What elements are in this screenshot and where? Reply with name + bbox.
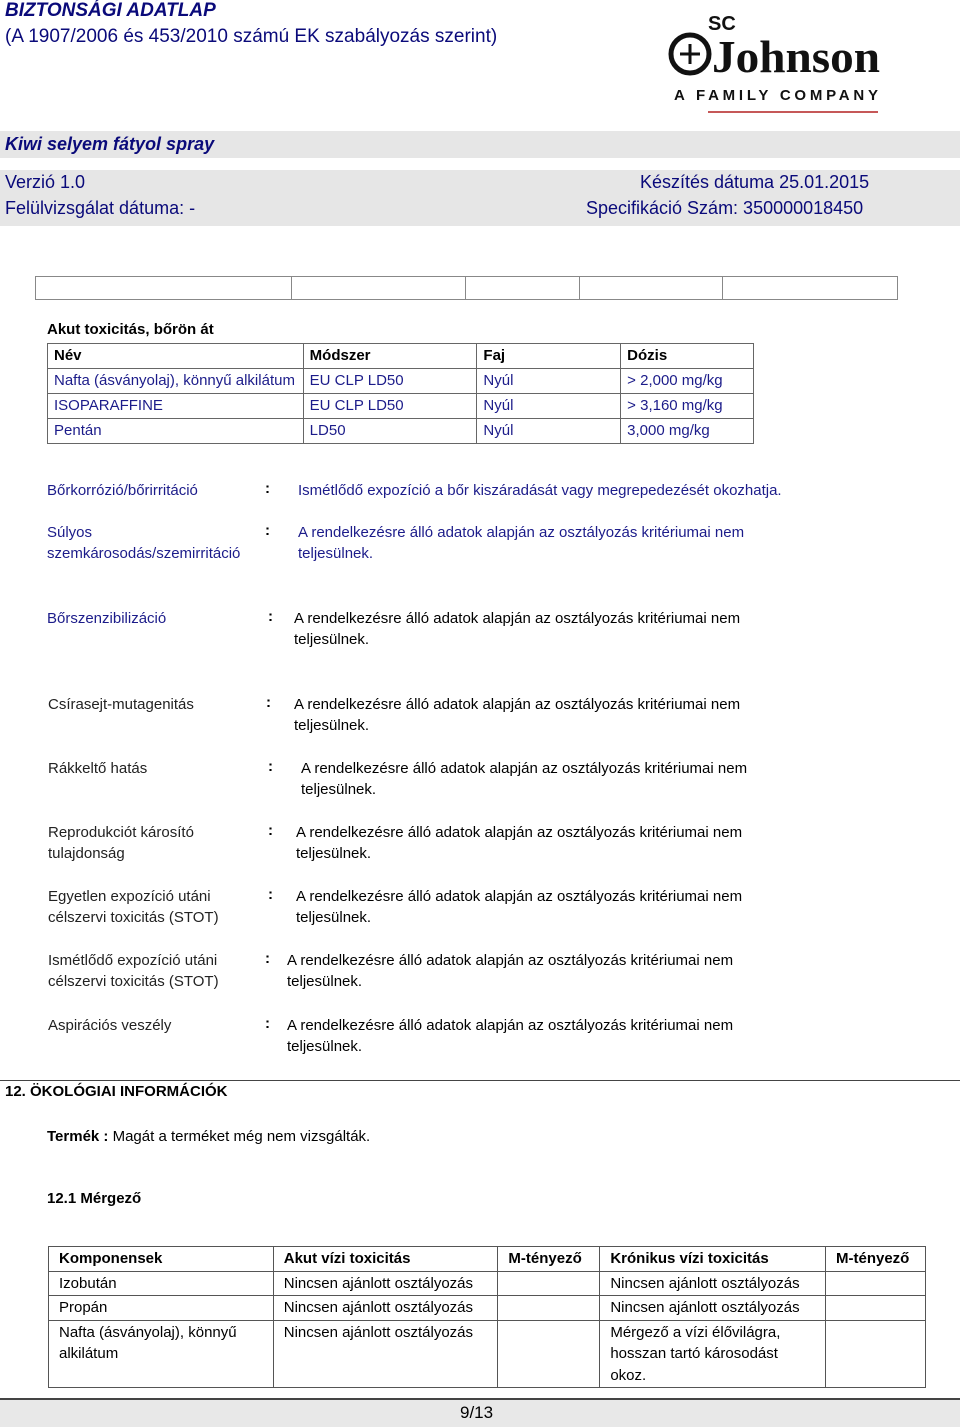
subsection-toxicity-title: 12.1 Mérgező (47, 1190, 142, 1207)
logo-sc: SC (708, 13, 736, 35)
property-value: A rendelkezésre álló adatok alapján az osztályozás kritériumai nem teljesülnek. (294, 696, 741, 734)
property-label: Bőrkorrózió/bőrirritáció (47, 482, 198, 499)
table-cell: Nafta (ásványolaj), könnyű alkilátum (48, 369, 304, 394)
table-cell: Nyúl (477, 419, 621, 444)
column-header: Krónikus vízi toxicitás (600, 1247, 826, 1272)
page-number: 9/13 (460, 1403, 494, 1422)
property-label: Súlyos szemkárosodás/szemirritáció (47, 524, 241, 562)
table-cell: LD50 (303, 419, 477, 444)
property-colon: : (265, 522, 270, 539)
table-header-row (49, 1247, 926, 1272)
column-header: Faj (477, 344, 621, 369)
property-colon: : (265, 950, 270, 967)
section-divider (0, 1080, 960, 1081)
empty-cell (291, 277, 466, 300)
property-value: Ismétlődő expozíció a bőr kiszáradását vagy megrepedezését okozhatja. (298, 482, 782, 499)
version: Verzió 1.0 (5, 172, 86, 192)
property-label: Bőrszenzibilizáció (47, 610, 167, 627)
property-value: A rendelkezésre álló adatok alapján az osztályozás kritériumai nem teljesülnek. (287, 952, 734, 990)
table-cell: Izobután (49, 1271, 274, 1296)
table-cell: EU CLP LD50 (303, 394, 477, 419)
table-cell (498, 1296, 600, 1321)
table-cell: Mérgező a vízi élővilágra, hosszan tartó károsodást okoz. (600, 1320, 826, 1388)
table-row (49, 1320, 926, 1388)
table-row (49, 1296, 926, 1321)
table-cell (826, 1296, 926, 1321)
table-row (49, 1271, 926, 1296)
empty-header-table (35, 276, 898, 300)
property-colon: : (268, 608, 273, 625)
property-value: A rendelkezésre álló adatok alapján az osztályozás kritériumai nem teljesülnek. (298, 524, 745, 562)
table-cell: Propán (49, 1296, 274, 1321)
property-colon: : (265, 1015, 270, 1032)
table-cell: Nincsen ajánlott osztályozás (273, 1320, 498, 1388)
logo-tagline: A FAMILY COMPANY (674, 87, 878, 104)
column-header: M-tényező (498, 1247, 600, 1272)
property-label: Ismétlődő expozíció utáni célszervi toxicitás (STOT) (48, 952, 219, 990)
property-label: Rákkeltő hatás (48, 760, 148, 777)
table-cell: > 3,160 mg/kg (621, 394, 754, 419)
logo-brand: Johnson (712, 31, 880, 82)
table-header-row (48, 344, 754, 369)
table-row (48, 419, 754, 444)
table-cell (498, 1271, 600, 1296)
column-header: Akut vízi toxicitás (273, 1247, 498, 1272)
table-cell: Pentán (48, 419, 304, 444)
table-cell (826, 1271, 926, 1296)
table-cell: Nincsen ajánlott osztályozás (273, 1271, 498, 1296)
property-colon: : (266, 694, 271, 711)
revision-date: Felülvizsgálat dátuma: - (5, 198, 196, 218)
property-label: Aspirációs veszély (48, 1017, 172, 1034)
empty-cell (466, 277, 580, 300)
property-label: Reprodukciót károsító tulajdonság (48, 824, 194, 862)
product-test-note (47, 1126, 370, 1147)
document-title: BIZTONSÁGI ADATLAP (5, 0, 216, 21)
property-value: A rendelkezésre álló adatok alapján az osztályozás kritériumai nem teljesülnek. (301, 760, 748, 798)
product-name: Kiwi selyem fátyol spray (5, 134, 215, 154)
table-cell: Nincsen ajánlott osztályozás (600, 1271, 826, 1296)
product-text: Magát a terméket még nem vizsgálták. (112, 1128, 371, 1145)
table-cell: Nyúl (477, 394, 621, 419)
empty-cell (36, 277, 292, 300)
property-value: A rendelkezésre álló adatok alapján az osztályozás kritériumai nem teljesülnek. (294, 610, 741, 648)
ecotoxicity-table (48, 1246, 926, 1388)
empty-cell (723, 277, 898, 300)
table-cell: > 2,000 mg/kg (621, 369, 754, 394)
empty-cell (580, 277, 723, 300)
property-label: Egyetlen expozíció utáni célszervi toxicitás (STOT) (48, 888, 219, 926)
property-colon: : (265, 480, 270, 497)
dermal-toxicity-title: Akut toxicitás, bőrön át (47, 321, 214, 338)
spec-number: Specifikáció Szám: 350000018450 (586, 198, 864, 218)
table-row (48, 369, 754, 394)
document-subtitle: (A 1907/2006 és 453/2010 számú EK szabályozás szerint) (5, 26, 498, 47)
property-value: A rendelkezésre álló adatok alapján az osztályozás kritériumai nem teljesülnek. (287, 1017, 734, 1055)
table-cell: 3,000 mg/kg (621, 419, 754, 444)
table-cell: Nyúl (477, 369, 621, 394)
property-label: Csírasejt-mutagenitás (48, 696, 194, 713)
section-12-title: 12. ÖKOLÓGIAI INFORMÁCIÓK (5, 1083, 228, 1100)
table-cell: EU CLP LD50 (303, 369, 477, 394)
table-row (48, 394, 754, 419)
table-cell: Nincsen ajánlott osztályozás (273, 1296, 498, 1321)
table-cell: Nincsen ajánlott osztályozás (600, 1296, 826, 1321)
table-cell: Nafta (ásványolaj), könnyű alkilátum (49, 1320, 274, 1388)
property-value: A rendelkezésre álló adatok alapján az osztályozás kritériumai nem teljesülnek. (296, 824, 743, 862)
property-colon: : (268, 822, 273, 839)
column-header: Név (48, 344, 304, 369)
column-header: M-tényező (826, 1247, 926, 1272)
creation-date: Készítés dátuma 25.01.2015 (640, 172, 870, 192)
table-cell (826, 1320, 926, 1388)
property-value: A rendelkezésre álló adatok alapján az osztályozás kritériumai nem teljesülnek. (296, 888, 743, 926)
table-cell (498, 1320, 600, 1388)
column-header: Dózis (621, 344, 754, 369)
column-header: Módszer (303, 344, 477, 369)
product-label: Termék : (47, 1128, 109, 1145)
column-header: Komponensek (49, 1247, 274, 1272)
property-colon: : (268, 886, 273, 903)
table-cell: ISOPARAFFINE (48, 394, 304, 419)
sc-johnson-logo (668, 8, 883, 118)
property-colon: : (268, 758, 273, 775)
dermal-toxicity-table (47, 343, 754, 444)
